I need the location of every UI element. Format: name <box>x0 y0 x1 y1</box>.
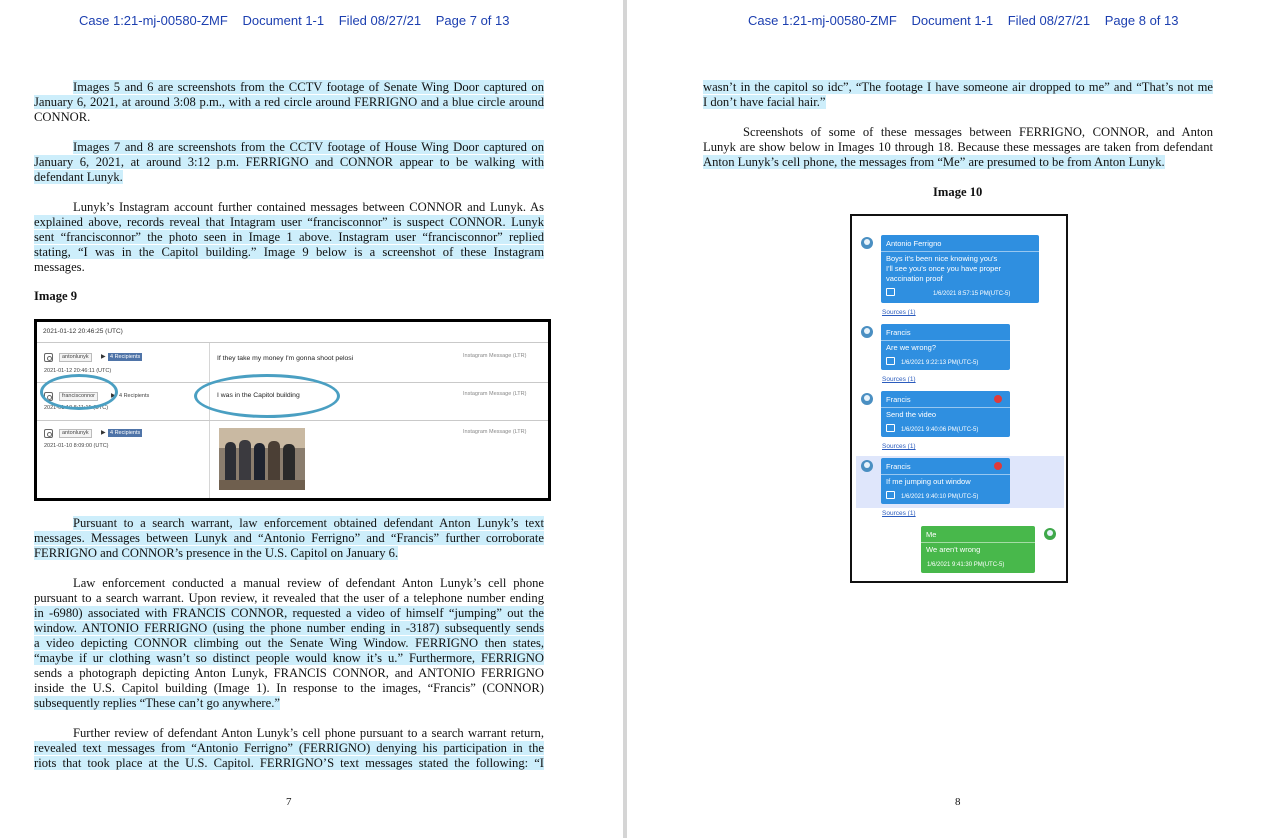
page-number: 7 <box>286 796 292 808</box>
username-tag: francisconnor <box>59 392 98 401</box>
message-sender: Me <box>926 530 937 539</box>
message-sender: Francis <box>886 328 911 337</box>
filed-date: Filed 08/27/21 <box>338 13 422 28</box>
contact-avatar-icon <box>861 237 873 249</box>
message-text: We aren't wrong <box>926 545 981 554</box>
text-message-screenshot <box>850 214 1068 583</box>
attached-photo <box>219 428 305 490</box>
message-bubble <box>921 526 1035 573</box>
figure-label: Image 9 <box>34 289 78 303</box>
arrow-right-icon: ▶ <box>101 430 106 436</box>
document-page-7 <box>0 0 623 838</box>
message-text: I'll see you's once you have proper <box>886 264 1002 273</box>
sources-link[interactable]: Sources (1) <box>882 510 916 517</box>
message-text: Are we wrong? <box>886 343 937 352</box>
case-number: Case 1:21-mj-00580-ZMF <box>79 13 228 28</box>
paragraph: Images 7 and 8 are screenshots from the CCTV footage of House Wing Door captured on January 6, 2021, at around 3:12 p.m. FERRIGNO and CONNOR appear to be walking with defendant Lunyk. <box>34 140 544 184</box>
message-source: Instagram Message (LTR) <box>463 429 527 435</box>
paragraph: Pursuant to a search warrant, law enforcement obtained defendant Anton Lunyk’s text messages. Messages between Lunyk and “Antonio Ferrigno” and “Francis” further corroborate FERRIGNO and CONNOR’s presence in the U.S. Capitol on January 6. <box>34 516 544 560</box>
username-tag: antonlunyk <box>59 429 92 438</box>
message-time: 1/6/2021 9:40:06 PM(UTC-5) <box>901 427 979 433</box>
message-text: Send the video <box>886 410 937 419</box>
paragraph: Screenshots of some of these messages between FERRIGNO, CONNOR, and Anton Lunyk are show below in Images 10 through 18. Because these messages are taken from defendant Anton Lunyk’s cell phone, the messages from “Me” are presumed to be from Anton Lunyk. <box>703 125 1213 169</box>
document-number: Document 1-1 <box>911 13 994 28</box>
annotation-circle <box>40 374 118 410</box>
username-tag: antonlunyk <box>59 353 92 362</box>
recipients-badge: 4 Recipients <box>110 354 141 360</box>
page-number: 8 <box>955 796 961 808</box>
arrow-right-icon: ▶ <box>101 354 106 360</box>
instagram-icon <box>44 353 53 362</box>
message-timestamp: 2021-01-10 8:11:15 (UTC) <box>44 405 109 411</box>
message-text: vaccination proof <box>886 274 943 283</box>
attachment-icon <box>886 357 895 365</box>
message-time: 1/6/2021 9:22:13 PM(UTC-5) <box>901 360 979 366</box>
paragraph: wasn’t in the capitol so idc”, “The footage I have someone air dropped to me” and “That’s not me I don’t have facial hair.” <box>703 80 1213 109</box>
message-text: I was in the Capitol building <box>217 392 300 399</box>
page-header <box>79 13 521 28</box>
message-sender: Francis <box>886 462 911 471</box>
instagram-screenshot <box>34 319 551 501</box>
message-sender: Antonio Ferrigno <box>886 239 942 248</box>
contact-avatar-icon <box>861 393 873 405</box>
sources-link[interactable]: Sources (1) <box>882 309 916 316</box>
message-source: Instagram Message (LTR) <box>463 391 527 397</box>
message-time: 1/6/2021 8:57:15 PM(UTC-5) <box>933 291 1011 297</box>
flag-icon <box>994 395 1002 403</box>
flag-icon <box>994 462 1002 470</box>
figure-label: Image 10 <box>933 185 983 199</box>
document-number: Document 1-1 <box>242 13 325 28</box>
filed-date: Filed 08/27/21 <box>1007 13 1091 28</box>
recipients-badge: 4 Recipients <box>110 430 141 436</box>
paragraph: Lunyk’s Instagram account further contained messages between CONNOR and Lunyk. As explained above, records reveal that Intagram user “francisconnor” is suspect CONNOR. Lunyk sent “francisconnor” the photo seen in Image 1 above. Instagram user “francisconnor” replied stating, “I was in the Capitol building.” Image 9 below is a screenshot of these Instagram messages. <box>34 200 544 274</box>
case-number: Case 1:21-mj-00580-ZMF <box>748 13 897 28</box>
sources-link[interactable]: Sources (1) <box>882 443 916 450</box>
message-time: 1/6/2021 9:41:30 PM(UTC-5) <box>927 562 1005 568</box>
message-source: Instagram Message (LTR) <box>463 353 527 359</box>
message-time: 1/6/2021 9:40:10 PM(UTC-5) <box>901 494 979 500</box>
instagram-icon <box>44 429 53 438</box>
attachment-icon <box>886 288 895 296</box>
message-sender: Francis <box>886 395 911 404</box>
attachment-icon <box>886 424 895 432</box>
arrow-right-icon: ▶ <box>111 393 116 399</box>
paragraph: Further review of defendant Anton Lunyk’s cell phone pursuant to a search warrant return, revealed text messages from “Antonio Ferrigno” (FERRIGNO) denying his participation in the riots that took place at the U.S. Capitol. FERRIGNO’S text messages stated the following: “I <box>34 726 544 770</box>
paragraph: Images 5 and 6 are screenshots from the CCTV footage of Senate Wing Door captured on January 6, 2021, at around 3:08 p.m., with a red circle around FERRIGNO and a blue circle around CONNOR. <box>34 80 544 124</box>
message-bubble <box>881 324 1010 370</box>
message-bubble <box>881 235 1039 303</box>
page-count: Page 7 of 13 <box>435 13 510 28</box>
recipients-badge: 4 Recipients <box>119 393 150 399</box>
contact-avatar-icon <box>861 326 873 338</box>
document-page-8 <box>627 0 1280 838</box>
message-bubble <box>881 391 1010 437</box>
contact-avatar-icon <box>861 460 873 472</box>
message-timestamp: 2021-01-12 20:46:11 (UTC) <box>44 368 112 374</box>
message-timestamp: 2021-01-10 8:09:00 (UTC) <box>44 443 109 449</box>
contact-avatar-icon <box>1044 528 1056 540</box>
attachment-icon <box>886 491 895 499</box>
message-timestamp: 2021-01-12 20:46:25 (UTC) <box>43 328 123 335</box>
message-text: Boys it's been nice knowing you's <box>886 254 998 263</box>
message-text: If me jumping out window <box>886 477 971 486</box>
message-bubble <box>881 458 1010 504</box>
message-text: If they take my money I'm gonna shoot pelosi <box>217 355 354 362</box>
sources-link[interactable]: Sources (1) <box>882 376 916 383</box>
page-header <box>748 13 1190 28</box>
annotation-circle <box>194 374 340 418</box>
paragraph: Law enforcement conducted a manual review of defendant Anton Lunyk’s cell phone pursuant to a search warrant. Upon review, it revealed that the user of a telephone number ending in -6980) associated with FRANCIS CONNOR, requested a video of himself “jumping” out the window. ANTONIO FERRIGNO (using the phone number ending in -3187) subsequently sends a video depicting CONNOR climbing out the Senate Wing Window. FERRIGNO then states, “maybe if ur clothing wasn’t so distinct people would know it’s u.” Furthermore, FERRIGNO sends a photograph depicting Anton Lunyk, FRANCIS CONNOR, and ANTONIO FERRIGNO inside the U.S. Capitol building (Image 1). In response to the images, “Francis” (CONNOR) subsequently replies “These can’t go anywhere.” <box>34 576 544 710</box>
page-count: Page 8 of 13 <box>1104 13 1179 28</box>
